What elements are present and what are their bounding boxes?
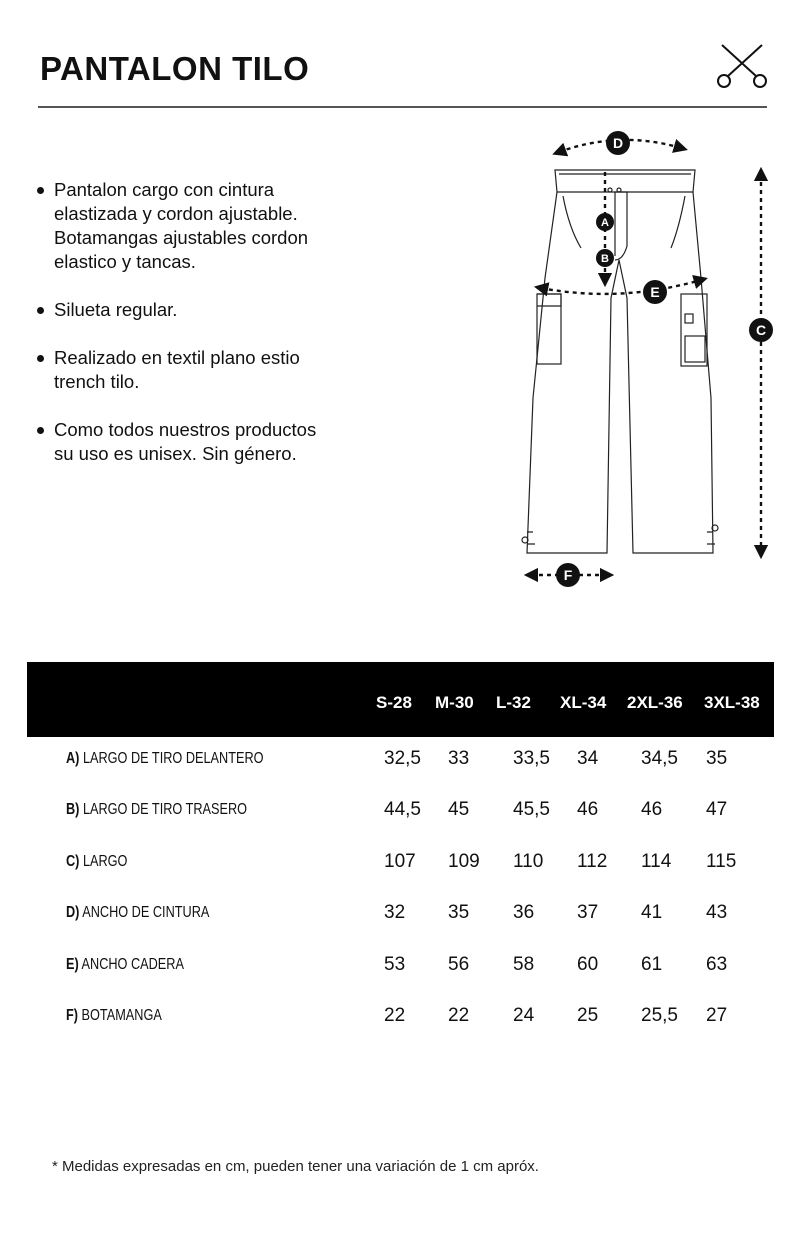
table-row (0, 795, 800, 825)
title-divider (38, 106, 767, 108)
table-cell: 43 (706, 902, 728, 923)
table-cell: 24 (513, 1005, 535, 1026)
marker-a (596, 213, 614, 231)
table-cell: 112 (577, 851, 608, 872)
table-cell: 37 (577, 902, 599, 923)
size-header: 3XL-38 (704, 693, 760, 712)
page-title: PANTALON TILO (40, 50, 310, 87)
size-header: S-28 (376, 693, 412, 712)
table-cell: 45 (448, 799, 470, 820)
pants-diagram (515, 128, 785, 590)
feature-list (36, 178, 336, 490)
table-cell: 35 (448, 902, 470, 923)
svg-text:C: C (755, 322, 767, 338)
table-cell: 110 (513, 851, 544, 872)
table-cell: 109 (448, 851, 480, 872)
row-label: C) LARGO (66, 853, 128, 870)
svg-text:A: A (601, 217, 609, 229)
table-cell: 33,5 (513, 748, 550, 769)
marker-c (749, 318, 773, 342)
table-cell: 58 (513, 954, 535, 975)
size-header: XL-34 (560, 693, 607, 712)
table-row (0, 744, 800, 774)
table-row (0, 847, 800, 877)
marker-f (556, 563, 580, 587)
row-label: E) ANCHO CADERA (66, 956, 184, 973)
feature-item: Realizado en textil plano estio trench tilo. (36, 346, 336, 394)
svg-text:F: F (563, 567, 573, 583)
table-cell: 27 (706, 1005, 728, 1026)
table-cell: 46 (641, 799, 663, 820)
row-label: B) LARGO DE TIRO TRASERO (66, 801, 248, 818)
row-label: A) LARGO DE TIRO DELANTERO (66, 750, 264, 767)
size-header: M-30 (435, 693, 474, 712)
pants-outline (522, 170, 718, 553)
feature-item: Pantalon cargo con cintura elastizada y cordon ajustable. Botamangas ajustables cordon elastico y tancas. (36, 178, 336, 274)
table-cell: 47 (706, 799, 728, 820)
table-cell: 32,5 (384, 748, 421, 769)
table-cell: 22 (384, 1005, 406, 1026)
row-label: D) ANCHO DE CINTURA (66, 904, 210, 921)
feature-item: Silueta regular. (36, 298, 336, 322)
table-row (0, 1001, 800, 1031)
table-cell: 63 (706, 954, 728, 975)
table-cell: 53 (384, 954, 406, 975)
table-cell: 60 (577, 954, 599, 975)
table-cell: 45,5 (513, 799, 550, 820)
table-cell: 44,5 (384, 799, 421, 820)
marker-b (596, 249, 614, 267)
marker-e (643, 280, 667, 304)
table-cell: 32 (384, 902, 406, 923)
table-cell: 34 (577, 748, 599, 769)
svg-text:D: D (612, 135, 624, 151)
table-cell: 114 (641, 851, 672, 872)
size-table-header (27, 662, 774, 737)
feature-item: Como todos nuestros productos su uso es unisex. Sin género. (36, 418, 336, 466)
svg-text:B: B (601, 253, 609, 265)
marker-d (606, 131, 630, 155)
row-label: F) BOTAMANGA (66, 1007, 162, 1024)
table-row (0, 898, 800, 928)
table-cell: 36 (513, 902, 535, 923)
footnote: * Medidas expresadas en cm, pueden tener una variación de 1 cm apróx. (52, 1158, 539, 1175)
table-row (0, 950, 800, 980)
table-cell: 41 (641, 902, 663, 923)
table-cell: 25,5 (641, 1005, 678, 1026)
table-cell: 22 (448, 1005, 470, 1026)
table-cell: 56 (448, 954, 470, 975)
table-cell: 34,5 (641, 748, 678, 769)
table-cell: 33 (448, 748, 470, 769)
svg-text:E: E (650, 284, 660, 300)
size-header: 2XL-36 (627, 693, 683, 712)
size-header: L-32 (496, 693, 531, 712)
table-cell: 107 (384, 851, 416, 872)
table-cell: 35 (706, 748, 728, 769)
table-cell: 46 (577, 799, 599, 820)
table-cell: 25 (577, 1005, 599, 1026)
scissors-icon (716, 42, 768, 90)
table-cell: 61 (641, 954, 663, 975)
table-cell: 115 (706, 851, 737, 872)
